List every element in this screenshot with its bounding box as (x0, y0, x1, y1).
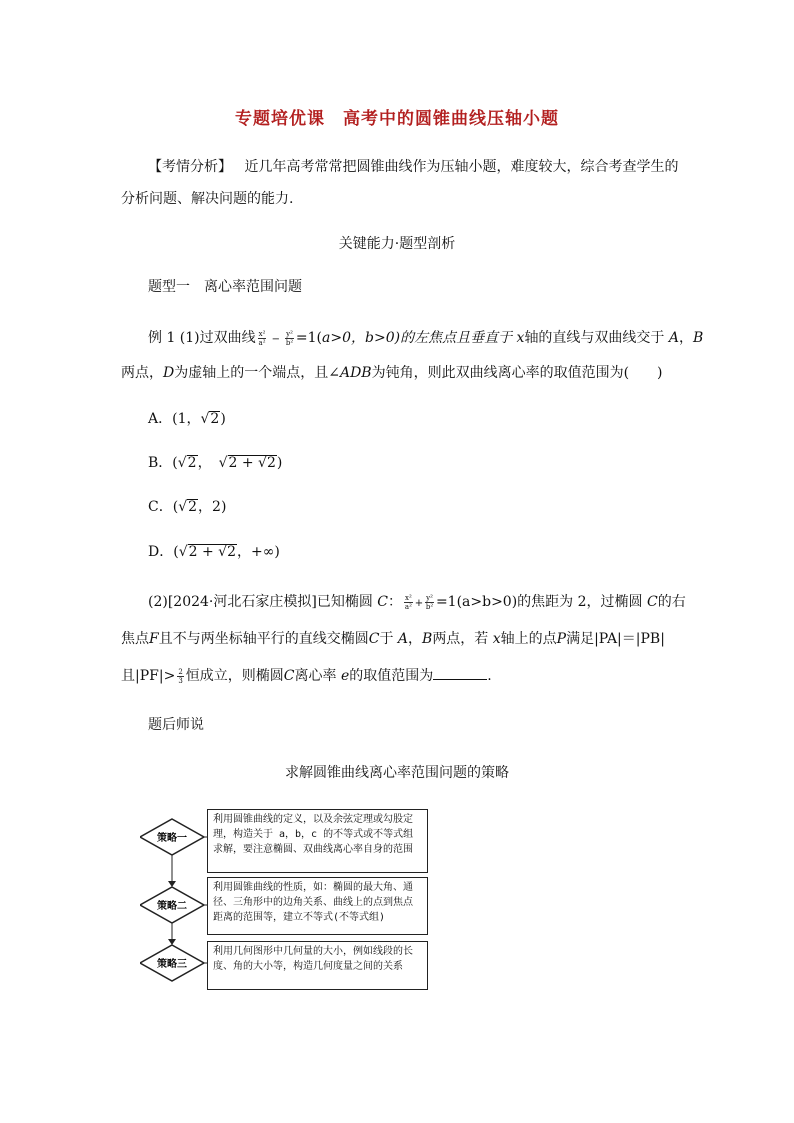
strategy-box-1: 利用圆锥曲线的定义，以及余弦定理或勾股定理，构造关于 a，b，c 的不等式或不等式组求解，要注意椭圆、双曲线离心率自身的范围 (207, 809, 428, 873)
example1-line2a: 两点， (121, 365, 163, 381)
answer-blank[interactable] (433, 667, 487, 680)
example2-line3a: 且|PF|> (121, 668, 176, 684)
intro-line-1 (148, 158, 678, 176)
intro-text-2: 分析问题、解决问题的能力. (121, 191, 294, 207)
option-a: A．(1，√2) (148, 411, 226, 427)
frac-2-3: $\frac{2}{3}$ (178, 667, 183, 685)
option-b-sqrt2: 2 + √2 (228, 455, 276, 471)
option-c-label: C．( (148, 499, 179, 515)
example2-line3: 且|PF|> $\frac{2}{3}$ 恒成立，则椭圆C离心率 e的取值范围为 . (121, 667, 492, 685)
intro-text-1: 近几年高考常常把圆锥曲线作为压轴小题，难度较大，综合考查学生的 (244, 159, 679, 175)
arrow-1-icon (168, 881, 176, 887)
example2-line1: (2)[2024·河北石家庄模拟]已知椭圆 C： $\frac{\text{x²}}{\text{a²}}$ + $\frac{\text{y²}}{\text{b²}}$ =1(a>b>0)的焦距为 2，过椭圆 C的右 (148, 593, 686, 611)
frac-x2-a2-ellipse: $\frac{\text{x²}}{\text{a²}}$ (404, 593, 412, 611)
example1-cond2: 轴的直线与双曲线交于 (524, 330, 665, 346)
example2-line3c: 离心率 (294, 668, 337, 684)
diamond-2-label: 策略二 (157, 901, 187, 912)
option-d-sqrt: 2 + √2 (188, 544, 236, 560)
example2-tail1b: 的右 (657, 594, 686, 610)
example1-cond: a>0，b>0)的左焦点且垂直于 (322, 330, 513, 346)
option-c-tail: ，2) (198, 499, 227, 515)
example1-line2b: 为虚轴上的一个端点，且∠ (174, 365, 340, 381)
strategy-box-3: 利用几何图形中几何量的大小，例如线段的长度、角的大小等，构造几何度量之间的关系 (207, 941, 428, 990)
option-a-sqrt: 2 (210, 411, 220, 427)
example1-line2: 两点，D为虚轴上的一个端点，且∠ADB为钝角，则此双曲线离心率的取值范围为( ) (121, 365, 663, 381)
example1-prefix: 例 1 (1)过双曲线 (148, 330, 256, 346)
example1-line1: 例 1 (1)过双曲线 $\frac{\text{x²}}{\text{a²}}$ − $\frac{\text{y²}}{\text{b²}}$ =1(a>0，b>0)的左焦点且垂直于 x轴的直线与双曲线交于 A，B (148, 329, 704, 347)
example2-line2: 焦点F且不与两坐标轴平行的直线交椭圆C于 A，B两点，若 x轴上的点P满足|PA|＝|PB| (121, 631, 665, 647)
arrow-2-icon (168, 939, 176, 945)
option-c: C．(√2，2) (148, 499, 227, 515)
example2-tail1: =1(a>b>0)的焦距为 2，过椭圆 (435, 594, 643, 610)
example2-line3b: 恒成立，则椭圆 (185, 668, 284, 684)
example1-line2c: 为钝角，则此双曲线离心率的取值范围为( ) (371, 365, 663, 381)
type-heading: 题型一 离心率范围问题 (148, 279, 302, 295)
option-c-sqrt: 2 (188, 499, 198, 515)
option-a-label: A．(1， (148, 411, 201, 427)
section-heading: 关键能力·题型剖析 (338, 236, 456, 252)
intro-label: 【考情分析】 (148, 159, 232, 175)
diamond-3-label: 策略三 (157, 959, 187, 970)
example2-line2f: 满足|PA|＝|PB| (566, 631, 665, 647)
example2-prefix: (2)[2024·河北石家庄模拟]已知椭圆 (148, 594, 373, 610)
option-b: B．(√2， √2 + √2) (148, 455, 283, 471)
strategy-title: 求解圆锥曲线离心率范围问题的策略 (285, 765, 509, 781)
frac-x2-a2: $\frac{\text{x²}}{\text{a²}}$ (258, 329, 266, 347)
diamond-1-label: 策略一 (157, 833, 187, 844)
option-d-label: D．( (148, 544, 179, 560)
page-title: 专题培优课 高考中的圆锥曲线压轴小题 (235, 109, 559, 129)
option-b-label: B．( (148, 455, 178, 471)
frac-y2-b2-ellipse: $\frac{\text{y²}}{\text{b²}}$ (425, 593, 434, 611)
option-d-tail: ，+∞) (236, 544, 280, 560)
option-b-sqrt1: 2 (187, 455, 197, 471)
example2-line3end: . (487, 668, 492, 684)
example2-line2d: 两点，若 (432, 631, 489, 647)
example2-line2b: 且不与两坐标轴平行的直线交椭圆 (158, 631, 369, 647)
example2-line2e: 轴上的点 (500, 631, 557, 647)
example1-eq-tail: =1( (295, 330, 323, 346)
option-d: D．(√2 + √2，+∞) (148, 544, 280, 560)
example2-line3d: 的取值范围为 (349, 668, 434, 684)
frac-y2-b2: $\frac{\text{y²}}{\text{b²}}$ (285, 329, 294, 347)
strategy-box-2: 利用圆锥曲线的性质，如：椭圆的最大角、通径、三角形中的边角关系、曲线上的点到焦点距离的范围等，建立不等式(不等式组) (207, 877, 428, 935)
example2-line2a: 焦点 (121, 631, 149, 647)
post-heading: 题后师说 (148, 717, 204, 733)
example2-line2c: 于 (379, 631, 394, 647)
